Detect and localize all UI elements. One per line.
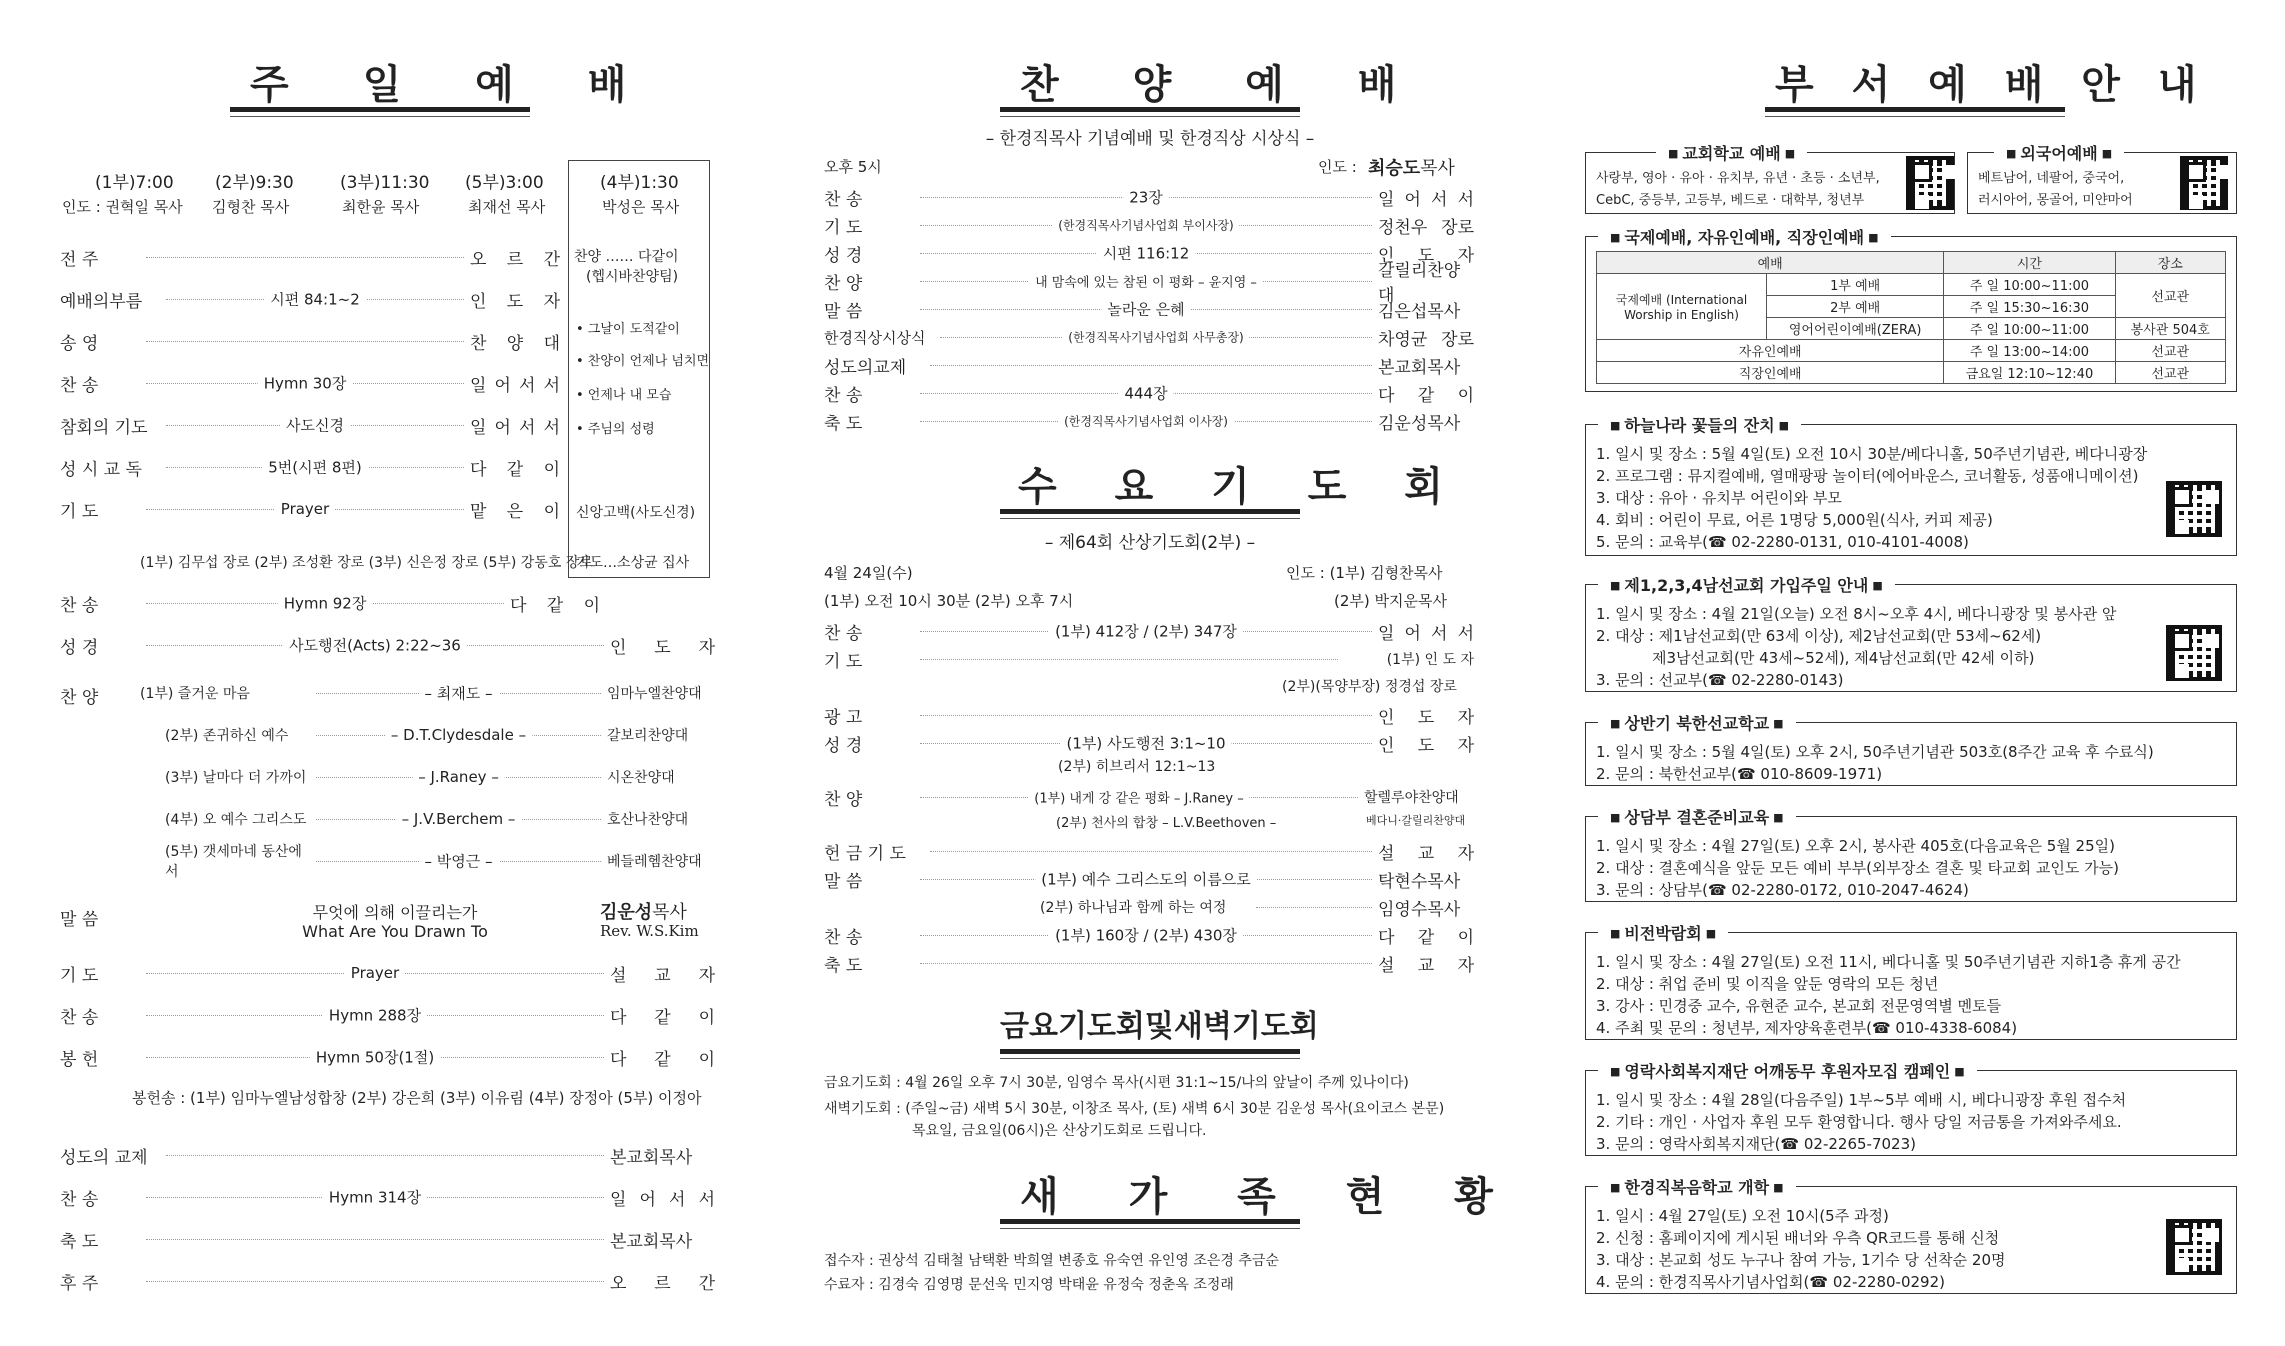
- wednesday-scripture-2: (2부) 히브리서 12:1~13: [1058, 759, 1216, 775]
- newfamily-title: 새 가 족 현 황: [1000, 1172, 1300, 1224]
- intl-worship-section: ■ 국제예배, 자유인예배, 직장인예배 ■ 예배 시간 장소 국제예배 (International Worship in English) 1부 예배 주 일 10:00~11:00 선교관 2부 예배 주 일 15:30~16:30 영어어린이예배(ZERA) 주 일 10:00~11:00 봉사관 504호 자유인예배 주 일 13:00~14:00 선교관 직장인예배 금요일 12:10~12:40 선교관: [1585, 236, 2237, 392]
- order-row: 성 경 사도행전(Acts) 2:22~36 인 도 자: [60, 636, 715, 658]
- service-leader-4: 박성은 목사: [602, 198, 680, 216]
- school-worship-section: ■ 교회학교 예배 ■ 사랑부, 영아 · 유아 · 유치부, 유년 · 초등 · 소년부, CebC, 중등부, 고등부, 베드로 · 대학부, 청년부: [1585, 152, 1955, 214]
- box4-song-3: • 언제나 내 모습: [576, 388, 672, 403]
- order-row: 전 주 오 르 간: [60, 249, 560, 270]
- service-leader-1: 인도 : 권혁일 목사: [62, 198, 183, 216]
- friday-line-2: 새벽기도회 : (주일~금) 새벽 5시 30분, 이창조 목사, (토) 새벽 6시 30분 김운성 목사(요이코스 본문): [824, 1101, 1445, 1117]
- praise-service-title: 찬 양 예 배: [1000, 60, 1300, 112]
- sermon-preacher: 김운성목사: [600, 902, 687, 923]
- box4-praise: 찬양 …… 다같이: [574, 249, 679, 265]
- marriage-section: ■ 상담부 결혼준비교육 ■ 1. 일시 및 장소 : 4월 27일(토) 오후 2시, 봉사관 405호(다음교육은 5월 25일) 2. 대상 : 결혼예식을 앞둔 모든 예비 부부(외부장소 결혼 및 타교회 교인도 가능) 3. 문의 : 상담부(☎ 02-2280-0172, 010-2047-4624): [1585, 816, 2237, 902]
- praise-row: (3부) 날마다 더 가까이 – J.Raney – 시온찬양대: [165, 767, 675, 786]
- order-row: 축 도 (한경직목사기념사업회 이사장) 김운성목사: [824, 413, 1461, 434]
- sunday-column: [40, 0, 720, 1346]
- sermon-title: 무엇에 의해 이끌리는가: [312, 903, 478, 922]
- order-row: 기 도 (한경직목사기념사업회 부이사장) 정천우 장로: [824, 217, 1474, 238]
- order-row: 성 경 시편 116:12 인 도 자: [824, 244, 1474, 266]
- newfamily-registered: 접수자 : 권상석 김태철 남택환 박희열 변종호 유숙연 유인영 조은경 추금순: [824, 1253, 1279, 1269]
- intl-worship-table: 예배 시간 장소 국제예배 (International Worship in English) 1부 예배 주 일 10:00~11:00 선교관 2부 예배 주 일 15:30~16:30 영어어린이예배(ZERA) 주 일 10:00~11:00 봉사관 504호 자유인예배 주 일 13:00~14:00 선교관 직장인예배 금요일 12:10~12:40 선교관: [1596, 251, 2226, 384]
- order-row: 찬 송 444장 다 같 이: [824, 384, 1474, 406]
- service-time-1: (1부)7:00: [95, 173, 174, 193]
- sermon-preacher-en: Rev. W.S.Kim: [600, 922, 699, 940]
- qr-code-icon[interactable]: [2166, 625, 2222, 681]
- box4-song-2: • 찬양이 언제나 넘치면: [576, 354, 710, 369]
- mission-section: ■ 제1,2,3,4남선교회 가입주일 안내 ■ 1. 일시 및 장소 : 4월 21일(오늘) 오전 8시~오후 4시, 베다니광장 및 봉사관 앞 2. 대상 : 제1남선교회(만 63세 이상), 제2남선교회(만 53세~62세) 제3남선교회(만 43세~52세), 제4남선교회(만 42세 이하) 3. 문의 : 선교부(☎ 02-2280-0143): [1585, 584, 2237, 692]
- order-row: (2부) 하나님과 함께 하는 여정 임영수목사: [1040, 899, 1461, 920]
- order-row: 기 도 (1부) 인 도 자: [824, 651, 1474, 672]
- service-leader-5: 최재선 목사: [468, 198, 546, 216]
- praise-label: 찬 양: [60, 688, 99, 708]
- order-row: 축 도 설 교 자: [824, 955, 1474, 976]
- service-time-2: (2부)9:30: [215, 173, 294, 193]
- order-row: 찬 송 Hymn 288장 다 같 이: [60, 1006, 715, 1028]
- wednesday-leader-1: 인도 : (1부) 김형찬목사: [1286, 564, 1443, 582]
- order-row: 기 도 Prayer 설 교 자: [60, 963, 715, 986]
- nk-mission-section: ■ 상반기 북한선교학교 ■ 1. 일시 및 장소 : 5월 4일(토) 오후 2시, 50주년기념관 503호(8주간 교육 후 수료식) 2. 문의 : 북한선교부(☎ 010-8609-1971): [1585, 722, 2237, 786]
- order-row: 기 도 Prayer 맡 은 이: [60, 499, 560, 522]
- order-row: 성도의 교제 본교회목사: [60, 1147, 693, 1168]
- order-row: 말 씀 놀라운 은혜 김은섭목사: [824, 300, 1461, 322]
- qr-code-icon[interactable]: [2166, 481, 2222, 537]
- newfamily-completed: 수료자 : 김경숙 김영명 문선욱 민지영 박태윤 유정숙 정춘옥 조정래: [824, 1277, 1234, 1293]
- service-time-4: (4부)1:30: [600, 173, 679, 193]
- order-row: 찬 양 내 맘속에 있는 참된 이 평화 – 윤지영 – 갈릴리찬양대: [824, 261, 1461, 306]
- wednesday-praise-2: (2부) 천사의 합창 – L.V.Beethoven –: [1056, 816, 1277, 831]
- sermon-label: 말 씀: [60, 910, 99, 930]
- praise-service-subtitle: – 한경직목사 기념예배 및 한경직상 시상식 –: [985, 129, 1315, 149]
- order-row: 찬 양 (1부) 내게 강 같은 평화 – J.Raney – 할렐루야찬양대: [824, 784, 1474, 810]
- wednesday-subtitle: – 제64회 산상기도회(2부) –: [1044, 533, 1256, 553]
- dept-column: [1585, 0, 2245, 1346]
- service-leader-2: 김형찬 목사: [212, 198, 290, 216]
- box4-team: (헵시바찬양팀): [586, 269, 679, 285]
- qr-code-icon[interactable]: [2166, 1219, 2222, 1275]
- box4-prayer: 기도…소상균 집사: [576, 555, 690, 571]
- praise-leader: 최승도목사: [1368, 158, 1455, 179]
- wednesday-prayer-2: (2부)(목양부장) 정경섭 장로: [1282, 679, 1457, 695]
- order-row: 찬 송 Hymn 92장 다 같 이: [60, 594, 600, 616]
- order-row: 찬 송 Hymn 30장 일 어 서 서: [60, 374, 560, 396]
- feast-section: ■ 하늘나라 꽃들의 잔치 ■ 1. 일시 및 장소 : 5월 4일(토) 오전 10시 30분/베다니홀, 50주년기념관, 베다니광장 2. 프로그램 : 뮤지컬예배, 열매팡팡 놀이터(에어바운스, 코너활동, 성품애니메이션) 3. 대상 : 유아 · 유치부 어린이와 부모 4. 회비 : 어린이 무료, 어른 1명당 5,000원(식사, 커피 제공) 5. 문의 : 교육부(☎ 02-2280-0131, 010-4101-4008): [1585, 424, 2237, 556]
- wednesday-choir-2: 베다니·갈릴리찬양대: [1366, 814, 1466, 827]
- order-row: 성 경 (1부) 사도행전 3:1~10 인 도 자: [824, 734, 1474, 756]
- gospel-school-section: ■ 한경직복음학교 개학 ■ 1. 일시 : 4월 27일(토) 오전 10시(5주 과정) 2. 신청 : 홈페이지에 게시된 배너와 우측 QR코드를 통해 신청 3. 대상 : 본교회 성도 누구나 참여 가능, 1기수 당 선착순 20명 4. 문의 : 한경직목사기념사업회(☎ 02-2280-0292): [1585, 1186, 2237, 1294]
- qr-code-icon[interactable]: [2180, 156, 2228, 210]
- order-row: 말 씀 (1부) 예수 그리스도의 이름으로 탁현수목사: [824, 870, 1461, 892]
- praise-row: (4부) 오 예수 그리스도 – J.V.Berchem – 호산나찬양대: [165, 809, 689, 828]
- order-row: 예배의부름 시편 84:1~2 인 도 자: [60, 290, 560, 312]
- praise-time: 오후 5시: [824, 158, 882, 176]
- order-row: 축 도 본교회목사: [60, 1231, 693, 1252]
- order-row: 송 영 찬 양 대: [60, 333, 560, 354]
- service-time-3: (3부)11:30: [340, 173, 430, 193]
- welfare-section: ■ 영락사회복지재단 어깨동무 후원자모집 캠페인 ■ 1. 일시 및 장소 : 4월 28일(다음주일) 1부~5부 예배 시, 베다니광장 후원 접수처 2. 기타 : 개인 · 사업자 후원 모두 환영합니다. 행사 당일 저금통을 가져와주세요. 3. 문의 : 영락사회복지재단(☎ 02-2265-7023): [1585, 1070, 2237, 1156]
- box4-song-4: • 주님의 성령: [576, 422, 655, 437]
- service-leader-3: 최한윤 목사: [342, 198, 420, 216]
- praise-row: (2부) 존귀하신 예수 – D.T.Clydesdale – 갈보리찬양대: [165, 725, 689, 744]
- order-row: 찬 송 Hymn 314장 일 어 서 서: [60, 1188, 715, 1210]
- order-row: 성 시 교 독 5번(시편 8편) 다 같 이: [60, 458, 560, 480]
- service-time-5: (5부)3:00: [465, 173, 544, 193]
- sermon-title-en: What Are You Drawn To: [302, 922, 488, 941]
- order-row: 후 주 오 르 간: [60, 1273, 715, 1294]
- order-row: 찬 송 (1부) 160장 / (2부) 430장 다 같 이: [824, 926, 1474, 948]
- foreign-worship-section: ■ 외국어예배 ■ 베트남어, 네팔어, 중국어, 러시아어, 몽골어, 미얀마어: [1967, 152, 2237, 214]
- wednesday-leader-2: (2부) 박지운목사: [1334, 592, 1447, 610]
- order-row: 한경직상시상식 (한경직목사기념사업회 사무총장) 차영균 장로: [824, 328, 1474, 350]
- order-row: 참회의 기도 사도신경 일 어 서 서: [60, 416, 560, 438]
- sunday-title: 주 일 예 배: [230, 60, 530, 112]
- qr-code-icon[interactable]: [1906, 156, 1954, 210]
- praise-leader-label: 인도 :: [1318, 158, 1357, 176]
- wednesday-times: (1부) 오전 10시 30분 (2부) 오후 7시: [824, 592, 1074, 610]
- offering-singers: 봉헌송 : (1부) 임마누엘남성합창 (2부) 강은희 (3부) 이유림 (4부) 장정아 (5부) 이정아: [132, 1089, 702, 1107]
- praise-row: (1부) 즐거운 마음 – 최재도 – 임마누엘찬양대: [140, 684, 702, 702]
- vision-fair-section: ■ 비전박람회 ■ 1. 일시 및 장소 : 4월 27일(토) 오전 11시, 베다니홀 및 50주년기념관 지하1층 휴게 공간 2. 대상 : 취업 준비 및 이직을 앞둔 영락의 모든 청년 3. 강사 : 민경중 교수, 유현준 교수, 본교회 전문영역별 멘토들 4. 주최 및 문의 : 청년부, 제자양육훈련부(☎ 010-4338-6084): [1585, 932, 2237, 1040]
- middle-column: [820, 0, 1521, 1346]
- order-row: 광 고 인 도 자: [824, 707, 1474, 728]
- order-row: 헌 금 기 도 설 교 자: [824, 843, 1474, 864]
- box4-creed: 신앙고백(사도신경): [576, 505, 696, 521]
- wednesday-date: 4월 24일(수): [824, 564, 913, 582]
- friday-title: 금요기도회및새벽기도회: [1000, 1002, 1300, 1054]
- praise-row: (5부) 갯세마네 동산에서 – 박영근 – 베들레헴찬양대: [165, 844, 702, 880]
- order-row: 봉 헌 Hymn 50장(1절) 다 같 이: [60, 1048, 715, 1070]
- order-row: 찬 송 23장 일 어 서 서: [824, 188, 1474, 210]
- order-row: 찬 송 (1부) 412장 / (2부) 347장 일 어 서 서: [824, 622, 1474, 644]
- friday-line-3: 목요일, 금요일(06시)은 산상기도회로 드립니다.: [912, 1123, 1207, 1139]
- friday-line-1: 금요기도회 : 4월 26일 오후 7시 30분, 임영수 목사(시편 31:1~15/나의 앞날이 주께 있나이다): [824, 1075, 1409, 1091]
- order-row: 성도의교제 본교회목사: [824, 357, 1461, 378]
- dept-title: 부 서 예 배 안 내: [1765, 60, 2065, 112]
- wednesday-title: 수 요 기 도 회: [1000, 462, 1300, 514]
- box4-song-1: • 그날이 도적같이: [576, 322, 680, 337]
- prayer-names: (1부) 김무섭 장로 (2부) 조성환 장로 (3부) 신은정 장로 (5부) 강동호 장로: [140, 555, 593, 571]
